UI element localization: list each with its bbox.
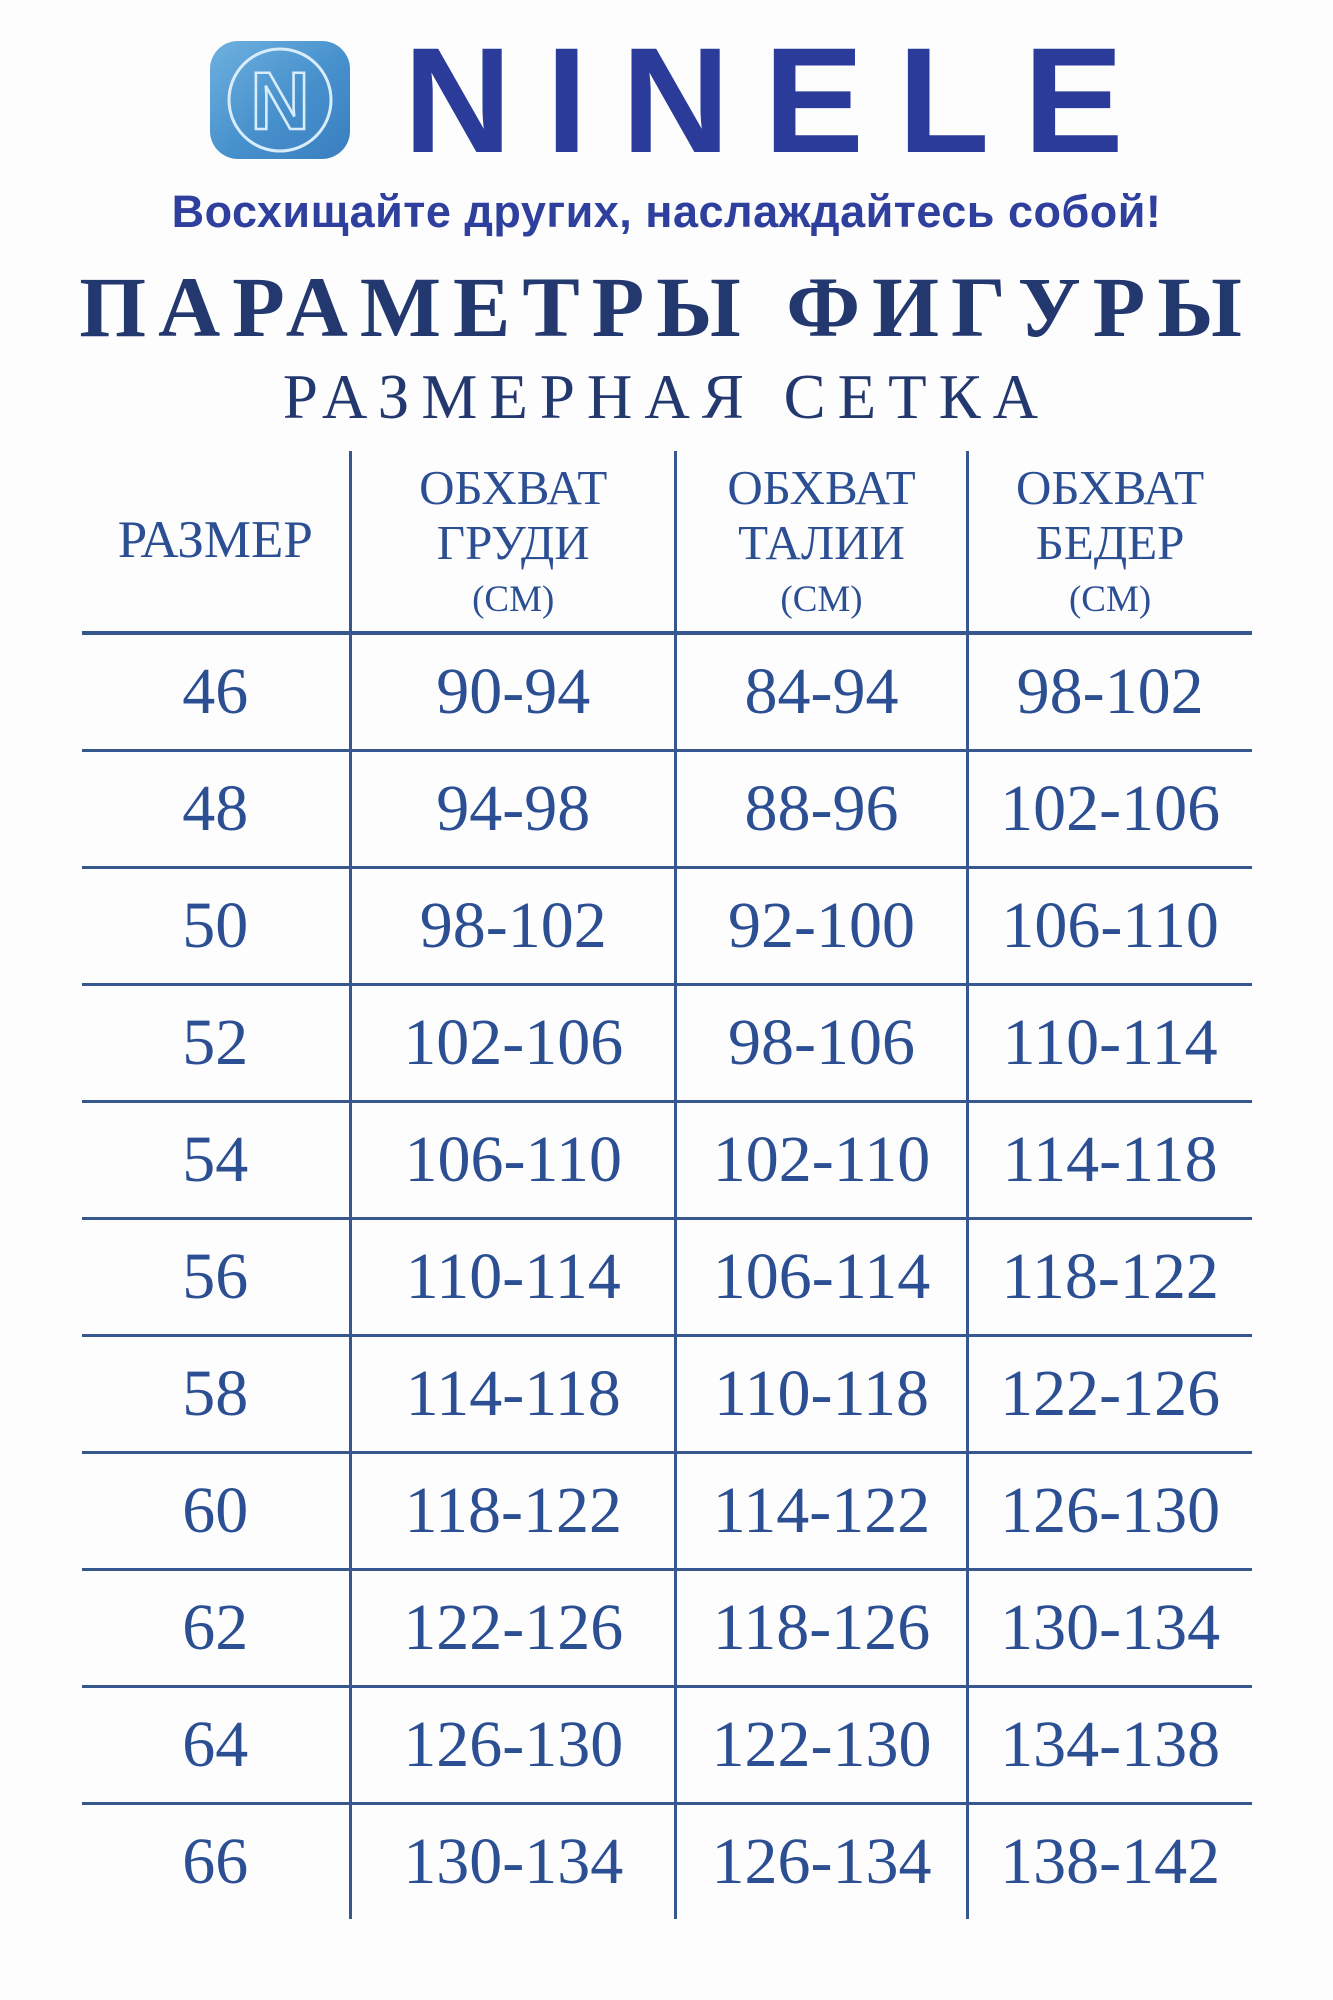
waist-cell: 88-96 [676,751,967,868]
hips-cell: 106-110 [967,868,1251,985]
hips-cell: 126-130 [967,1453,1251,1570]
brand-tagline: Восхищайте других, наслаждайтесь собой! [171,186,1162,237]
chest-cell: 114-118 [351,1336,676,1453]
col-header-waist-line1: ОБХВАТ [727,460,916,516]
size-table [82,451,1252,1919]
page-title: ПАРАМЕТРЫ ФИГУРЫ [79,259,1254,355]
waist-cell: 118-126 [676,1570,967,1687]
col-header-chest-line2: ГРУДИ [436,515,590,571]
waist-cell: 122-130 [676,1687,967,1804]
col-header-chest-line1: ОБХВАТ [419,460,608,516]
waist-cell: 92-100 [676,868,967,985]
waist-cell: 106-114 [676,1219,967,1336]
page-subtitle: РАЗМЕРНАЯ СЕТКА [282,362,1051,432]
size-cell: 64 [82,1687,351,1804]
col-header-size-label: РАЗМЕР [117,511,313,570]
col-header-waist-unit: (СМ) [780,579,863,621]
size-table-header [82,451,1252,633]
table-row [82,1219,1252,1336]
hips-cell: 134-138 [967,1687,1251,1804]
chest-cell: 122-126 [351,1570,676,1687]
table-row [82,1687,1252,1804]
table-row [82,1336,1252,1453]
col-header-hips [967,451,1251,633]
brand-logo-icon [209,40,351,160]
size-cell: 56 [82,1219,351,1336]
size-cell: 52 [82,985,351,1102]
size-cell: 50 [82,868,351,985]
table-row [82,868,1252,985]
table-row [82,1453,1252,1570]
chest-cell: 98-102 [351,868,676,985]
waist-cell: 114-122 [676,1453,967,1570]
waist-cell: 110-118 [676,1336,967,1453]
size-cell: 48 [82,751,351,868]
brand-wordmark: NINELE [403,16,1158,184]
chest-cell: 94-98 [351,751,676,868]
size-cell: 54 [82,1102,351,1219]
table-row [82,1804,1252,1920]
hips-cell: 122-126 [967,1336,1251,1453]
hips-cell: 114-118 [967,1102,1251,1219]
hips-cell: 98-102 [967,633,1251,751]
hips-cell: 138-142 [967,1804,1251,1920]
chest-cell: 110-114 [351,1219,676,1336]
chest-cell: 106-110 [351,1102,676,1219]
waist-cell: 102-110 [676,1102,967,1219]
hips-cell: 130-134 [967,1570,1251,1687]
size-table-body [82,633,1252,1919]
size-cell: 62 [82,1570,351,1687]
chest-cell: 130-134 [351,1804,676,1920]
table-row [82,633,1252,751]
waist-cell: 84-94 [676,633,967,751]
chest-cell: 126-130 [351,1687,676,1804]
hips-cell: 118-122 [967,1219,1251,1336]
hips-cell: 102-106 [967,751,1251,868]
table-row [82,1570,1252,1687]
waist-cell: 126-134 [676,1804,967,1920]
hips-cell: 110-114 [967,985,1251,1102]
svg-text:N: N [250,56,311,147]
table-row [82,985,1252,1102]
col-header-size [82,451,351,633]
col-header-waist [676,451,967,633]
col-header-hips-unit: (СМ) [1068,579,1152,621]
header-row [82,451,1252,633]
chest-cell: 102-106 [351,985,676,1102]
col-header-chest [351,451,676,633]
col-header-chest-unit: (СМ) [472,579,555,621]
size-cell: 46 [82,633,351,751]
col-header-waist-line2: ТАЛИИ [738,515,905,571]
table-row [82,1102,1252,1219]
waist-cell: 98-106 [676,985,967,1102]
brand-header [0,0,1333,184]
col-header-hips-line2: БЕДЕР [1035,515,1185,571]
size-cell: 66 [182,1825,249,1898]
size-cell: 58 [82,1336,351,1453]
table-row [82,751,1252,868]
col-header-hips-line1: ОБХВАТ [1015,460,1205,516]
chest-cell: 90-94 [351,633,676,751]
size-cell: 60 [82,1453,351,1570]
chest-cell: 118-122 [351,1453,676,1570]
